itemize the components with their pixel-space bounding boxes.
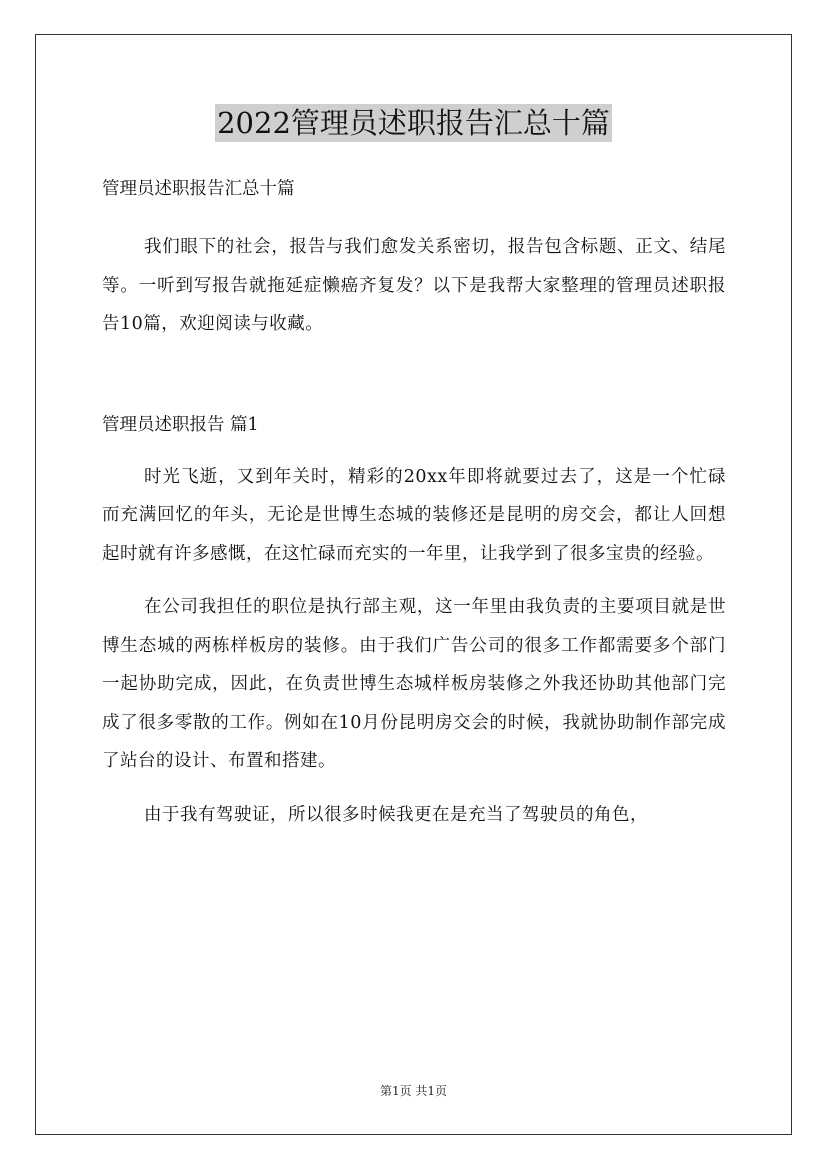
document-subtitle: 管理员述职报告汇总十篇	[102, 179, 295, 199]
body-paragraph-2: 在公司我担任的职位是执行部主观，这一年里由我负责的主要项目就是世博生态城的两栋样板房的装修。由于我们广告公司的很多工作都需要多个部门一起协助完成，因此，在负责世博生态城样板房装修之外我还协助其他部门完成了很多零散的工作。例如在10月份昆明房交会的时候，我就协助制作部完成了站台的设计、布置和搭建。	[102, 597, 726, 771]
body-paragraph-1: 时光飞逝，又到年关时，精彩的20xx年即将就要过去了，这是一个忙碌而充满回忆的年头，无论是世博生态城的装修还是昆明的房交会，都让人回想起时就有许多感慨，在这忙碌而充实的一年里，让我学到了很多宝贵的经验。	[102, 466, 726, 564]
document-body	[102, 176, 726, 834]
document-title: 2022管理员述职报告汇总十篇	[217, 106, 610, 140]
section-heading: 管理员述职报告 篇1	[102, 414, 259, 435]
intro-paragraph: 我们眼下的社会，报告与我们愈发关系密切，报告包含标题、正文、结尾等。一听到写报告就拖延症懒癌齐复发？以下是我帮大家整理的管理员述职报告10篇，欢迎阅读与收藏。	[102, 237, 726, 334]
title-container	[0, 104, 827, 142]
page-footer: 第1页 共1页	[379, 1084, 448, 1098]
body-paragraph-3: 由于我有驾驶证，所以很多时候我更在是充当了驾驶员的角色，	[144, 804, 648, 825]
